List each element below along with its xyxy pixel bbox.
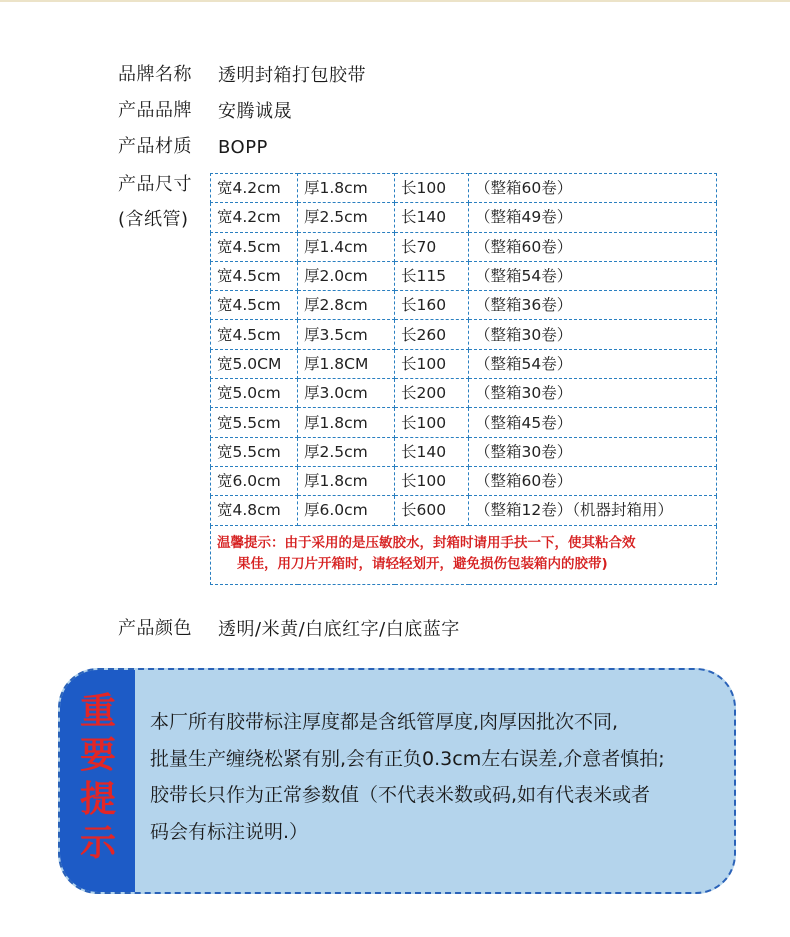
- size-cell-length: 长600: [395, 496, 469, 525]
- important-line: 批量生产缠绕松紧有别,会有正负0.3cm左右误差,介意者慎拍;: [150, 747, 665, 770]
- notice-row: [211, 525, 717, 584]
- size-row: [211, 320, 717, 349]
- size-cell-width: 宽5.5cm: [211, 437, 298, 466]
- size-cell-box: （整箱12卷）（机器封箱用）: [469, 496, 717, 525]
- size-cell-length: 长115: [395, 261, 469, 290]
- important-char: 示: [79, 823, 116, 864]
- size-table-body: [211, 174, 717, 585]
- size-cell-length: 长200: [395, 379, 469, 408]
- important-notice-box: [58, 668, 736, 894]
- size-cell-thickness: 厚2.0cm: [298, 261, 395, 290]
- size-cell-length: 长140: [395, 203, 469, 232]
- size-cell-box: （整箱30卷）: [469, 379, 717, 408]
- material-value: BOPP: [218, 137, 268, 158]
- size-row: [211, 466, 717, 495]
- notice-line: 温馨提示：由于采用的是压敏胶水，封箱时请用手扶一下，使其粘合效: [217, 534, 636, 551]
- important-char: 提: [79, 779, 116, 820]
- size-row: [211, 437, 717, 466]
- size-cell-box: （整箱60卷）: [469, 232, 717, 261]
- size-cell-box: （整箱54卷）: [469, 349, 717, 378]
- size-row: [211, 261, 717, 290]
- size-cell-thickness: 厚2.5cm: [298, 203, 395, 232]
- size-cell-width: 宽5.0cm: [211, 379, 298, 408]
- material-label: 产品材质: [118, 136, 192, 157]
- size-row: [211, 496, 717, 525]
- important-line: 码会有标注说明.）: [150, 820, 309, 843]
- size-cell-box: （整箱30卷）: [469, 320, 717, 349]
- size-cell-length: 长260: [395, 320, 469, 349]
- size-label: 产品尺寸: [118, 174, 192, 195]
- size-row: [211, 232, 717, 261]
- brand-value: 安腾诚晟: [218, 101, 292, 122]
- size-row: [211, 408, 717, 437]
- size-cell-length: 长70: [395, 232, 469, 261]
- size-cell-width: 宽4.5cm: [211, 232, 298, 261]
- size-cell-length: 长160: [395, 291, 469, 320]
- size-cell-width: 宽4.2cm: [211, 174, 298, 203]
- size-cell-width: 宽4.5cm: [211, 261, 298, 290]
- important-char: 要: [79, 735, 116, 776]
- size-cell-box: （整箱49卷）: [469, 203, 717, 232]
- important-line: 胶带长只作为正常参数值（不代表米数或码,如有代表米或者: [150, 784, 651, 806]
- important-side-bar: [60, 670, 135, 892]
- size-label-note: (含纸管): [118, 209, 189, 230]
- size-cell-thickness: 厚1.4cm: [298, 232, 395, 261]
- size-row: [211, 291, 717, 320]
- size-cell-thickness: 厚2.5cm: [298, 437, 395, 466]
- size-cell-box: （整箱54卷）: [469, 261, 717, 290]
- important-text: [150, 704, 736, 850]
- size-row: [211, 349, 717, 378]
- size-cell-length: 长100: [395, 466, 469, 495]
- important-char: 重: [79, 691, 116, 732]
- size-cell-width: 宽6.0cm: [211, 466, 298, 495]
- size-cell-thickness: 厚3.5cm: [298, 320, 395, 349]
- size-cell-thickness: 厚3.0cm: [298, 379, 395, 408]
- size-cell-thickness: 厚1.8cm: [298, 174, 395, 203]
- size-table: [210, 173, 717, 585]
- size-cell-box: （整箱60卷）: [469, 174, 717, 203]
- size-cell-length: 长100: [395, 408, 469, 437]
- brand-name-label: 品牌名称: [118, 64, 192, 85]
- size-cell-width: 宽4.8cm: [211, 496, 298, 525]
- top-divider: [0, 0, 790, 2]
- size-cell-box: （整箱30卷）: [469, 437, 717, 466]
- size-cell-length: 长140: [395, 437, 469, 466]
- brand-label: 产品品牌: [118, 100, 192, 121]
- size-row: [211, 203, 717, 232]
- size-cell-width: 宽4.5cm: [211, 291, 298, 320]
- size-row: [211, 174, 717, 203]
- size-cell-thickness: 厚6.0cm: [298, 496, 395, 525]
- size-cell-length: 长100: [395, 174, 469, 203]
- size-cell-width: 宽5.5cm: [211, 408, 298, 437]
- size-cell-thickness: 厚1.8cm: [298, 408, 395, 437]
- brand-name-value: 透明封箱打包胶带: [218, 65, 366, 86]
- notice-line: 果佳，用刀片开箱时，请轻轻划开，避免损伤包装箱内的胶带): [237, 555, 608, 572]
- color-value: 透明/米黄/白底红字/白底蓝字: [218, 619, 460, 640]
- size-cell-box: （整箱60卷）: [469, 466, 717, 495]
- size-cell-width: 宽4.5cm: [211, 320, 298, 349]
- size-cell-box: （整箱36卷）: [469, 291, 717, 320]
- size-cell-thickness: 厚1.8CM: [298, 349, 395, 378]
- size-row: [211, 379, 717, 408]
- size-cell-thickness: 厚2.8cm: [298, 291, 395, 320]
- important-line: 本厂所有胶带标注厚度都是含纸管厚度,肉厚因批次不同,: [150, 711, 619, 733]
- size-cell-width: 宽4.2cm: [211, 203, 298, 232]
- size-cell-box: （整箱45卷）: [469, 408, 717, 437]
- size-cell-width: 宽5.0CM: [211, 349, 298, 378]
- color-label: 产品颜色: [118, 618, 192, 639]
- size-cell-thickness: 厚1.8cm: [298, 466, 395, 495]
- warm-notice: [211, 525, 717, 584]
- size-cell-length: 长100: [395, 349, 469, 378]
